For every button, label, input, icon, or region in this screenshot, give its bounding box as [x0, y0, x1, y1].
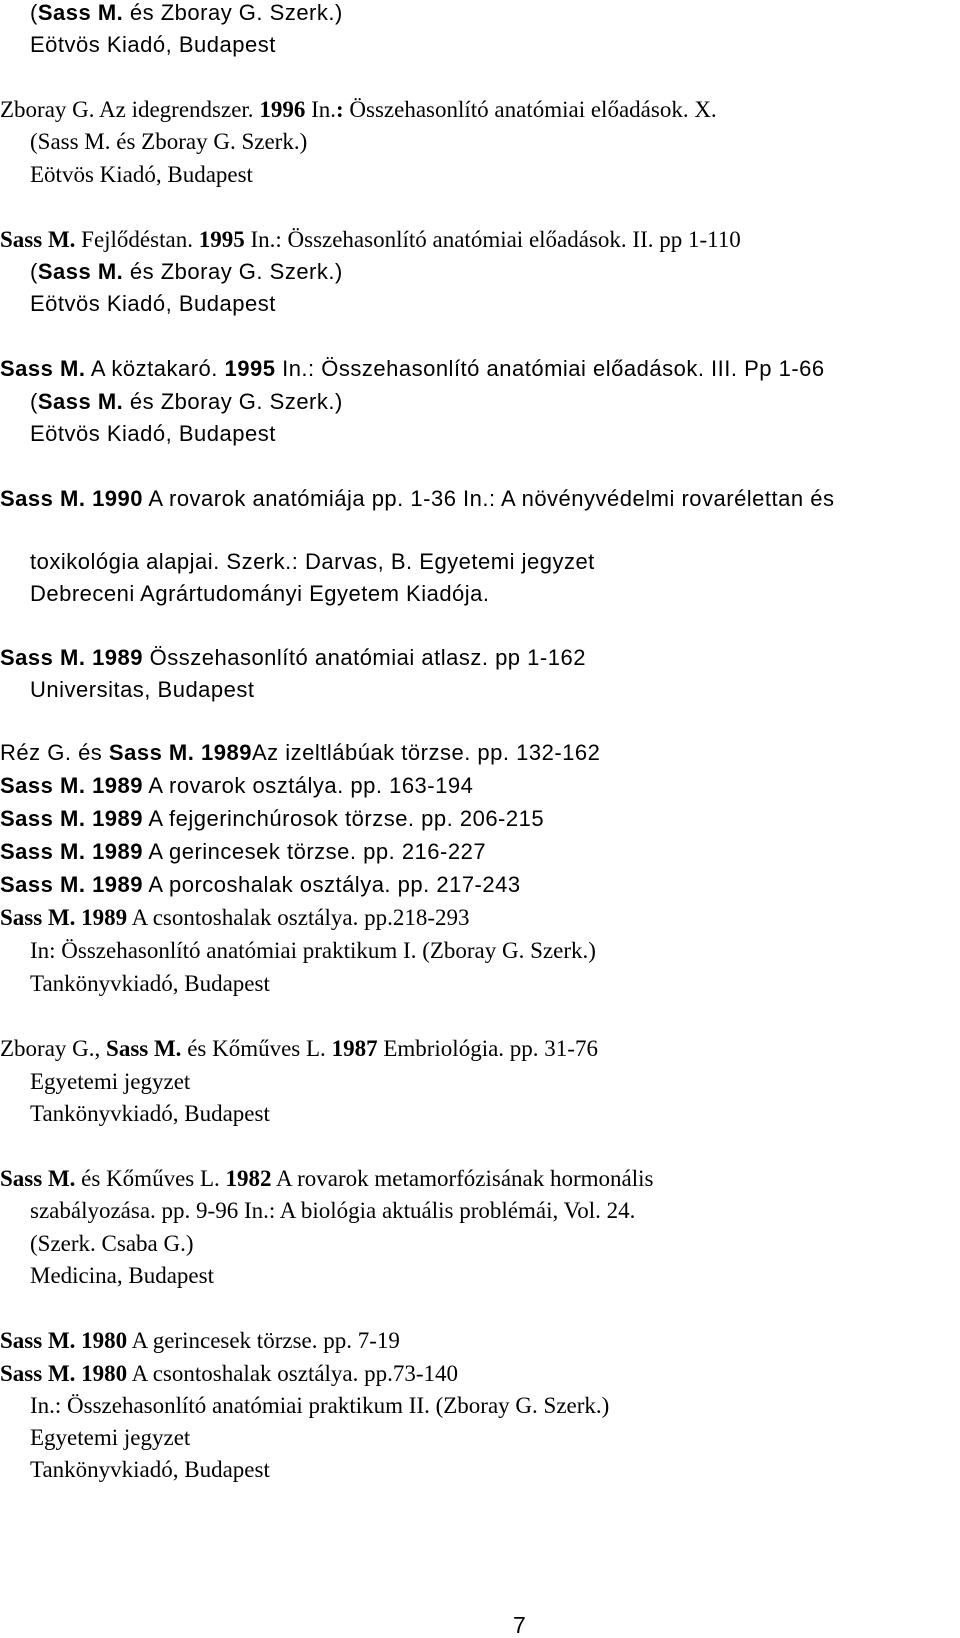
reference-line [30, 291, 276, 317]
bold-text-segment: 1989 [92, 806, 144, 831]
text-segment: Eötvös Kiadó, Budapest [30, 162, 253, 187]
reference-line [30, 677, 255, 703]
text-segment: Tankönyvkiadó, Budapest [30, 1101, 270, 1126]
text-segment: és Zboray G. Szerk.) [123, 389, 343, 414]
text-segment: és Zboray G. Szerk.) [123, 259, 343, 284]
bold-text-segment: Sass M. [0, 839, 86, 864]
bold-text-segment: 1989 [92, 773, 144, 798]
text-segment: Zboray G. Az idegrendszer. [0, 97, 260, 122]
reference-line [30, 1263, 214, 1289]
text-segment: Tankönyvkiadó, Budapest [30, 971, 270, 996]
text-segment: ( [30, 0, 38, 25]
text-segment: In.: Összehasonlító anatómiai előadások. II. pp 1-110 [244, 227, 741, 252]
text-segment: Összehasonlító anatómiai előadások. X. [343, 97, 717, 122]
reference-line [30, 1101, 270, 1127]
reference-line [0, 872, 521, 898]
bold-text-segment: 1989 [92, 872, 144, 897]
text-segment: Egyetemi jegyzet [30, 1069, 191, 1094]
text-segment: szabályozása. pp. 9-96 In.: A biológia aktuális problémái, Vol. 24. [30, 1198, 636, 1223]
bold-text-segment: 1987 [331, 1036, 378, 1061]
bold-text-segment: Sass M. [0, 905, 76, 930]
reference-line [30, 129, 307, 155]
text-segment: Összehasonlító anatómiai atlasz. pp 1-162 [143, 645, 586, 670]
bold-text-segment: 1989 [92, 645, 144, 670]
text-segment: Tankönyvkiadó, Budapest [30, 1457, 270, 1482]
bold-text-segment: Sass M. [0, 1166, 76, 1191]
text-segment: Debreceni Agrártudományi Egyetem Kiadója. [30, 581, 490, 606]
bold-text-segment: 1989 [200, 740, 252, 765]
bold-text-segment: Sass M. [37, 0, 124, 25]
text-segment: A rovarok metamorfózisának hormonális [271, 1166, 654, 1191]
bold-text-segment: Sass M. [0, 486, 86, 511]
bold-text-segment: 1982 [225, 1166, 272, 1191]
reference-line [30, 259, 343, 285]
bold-text-segment: 1996 [259, 97, 306, 122]
reference-line [30, 1231, 194, 1257]
text-segment: Medicina, Budapest [30, 1263, 214, 1288]
reference-line [0, 356, 825, 382]
reference-line [30, 1069, 190, 1095]
bold-text-segment: Sass M. [0, 872, 86, 897]
text-segment: A rovarok osztálya. pp. 163-194 [143, 773, 474, 798]
reference-line [0, 486, 834, 512]
text-segment: In. [305, 97, 336, 122]
text-segment: Egyetemi jegyzet [30, 1425, 191, 1450]
bold-text-segment: Sass M. [0, 227, 76, 252]
text-segment: A csontoshalak osztálya. pp.218-293 [127, 905, 470, 930]
text-segment: In.: Összehasonlító anatómiai praktikum II. (Zboray G. Szerk.) [30, 1393, 610, 1418]
text-segment: Eötvös Kiadó, Budapest [30, 421, 276, 446]
text-segment: A köztakaró. [85, 356, 225, 381]
reference-line [30, 938, 596, 964]
page-number: 7 [513, 1612, 526, 1638]
reference-line [30, 162, 253, 188]
text-segment: (Szerk. Csaba G.) [30, 1231, 194, 1256]
reference-line [30, 1457, 270, 1483]
text-segment: Eötvös Kiadó, Budapest [30, 32, 276, 57]
reference-line [30, 1425, 190, 1451]
bold-text-segment: Sass M. [108, 740, 195, 765]
bold-text-segment: 1995 [198, 227, 245, 252]
reference-line [0, 1328, 400, 1354]
reference-line [30, 971, 270, 997]
text-segment: A gerincesek törzse. pp. 216-227 [143, 839, 487, 864]
text-segment [194, 740, 201, 765]
reference-line [30, 1198, 635, 1224]
text-segment: ( [30, 259, 38, 284]
text-segment: Eötvös Kiadó, Budapest [30, 291, 276, 316]
reference-line [0, 1361, 458, 1387]
text-segment: A porcoshalak osztálya. pp. 217-243 [143, 872, 521, 897]
bold-text-segment: 1990 [92, 486, 144, 511]
reference-line [30, 421, 276, 447]
bold-text-segment: 1995 [224, 356, 276, 381]
reference-line [30, 549, 595, 575]
bold-text-segment: 1989 [81, 905, 128, 930]
reference-line [0, 806, 544, 832]
text-segment: ( [30, 389, 38, 414]
reference-line [30, 0, 343, 26]
text-segment: és Kőműves L. [181, 1036, 332, 1061]
bold-text-segment: Sass M. [0, 1328, 76, 1353]
text-segment: A gerincesek törzse. pp. 7-19 [127, 1328, 400, 1353]
text-segment: és Zboray G. Szerk.) [123, 0, 343, 25]
text-segment: toxikológia alapjai. Szerk.: Darvas, B. Egyetemi jegyzet [30, 549, 595, 574]
reference-line [30, 1393, 609, 1419]
text-segment: A fejgerinchúrosok törzse. pp. 206-215 [143, 806, 545, 831]
bold-text-segment: 1980 [81, 1361, 128, 1386]
bold-text-segment: Sass M. [0, 806, 86, 831]
text-segment: A rovarok anatómiája pp. 1-36 In.: A növényvédelmi rovarélettan és [143, 486, 835, 511]
text-segment: és Kőműves L. [75, 1166, 226, 1191]
reference-line [0, 645, 586, 671]
bold-text-segment: Sass M. [0, 645, 86, 670]
reference-line [0, 773, 473, 799]
text-segment: Zboray G., [0, 1036, 107, 1061]
text-segment: In: Összehasonlító anatómiai praktikum I. (Zboray G. Szerk.) [30, 938, 596, 963]
reference-line [0, 1036, 598, 1062]
reference-line [0, 905, 470, 931]
bold-text-segment: Sass M. [0, 1361, 76, 1386]
bold-text-segment: Sass M. [37, 389, 124, 414]
bold-text-segment: 1980 [81, 1328, 128, 1353]
reference-line [0, 1166, 654, 1192]
text-segment: Fejlődéstan. [75, 227, 199, 252]
bold-text-segment: Sass M. [0, 773, 86, 798]
text-segment: Universitas, Budapest [30, 677, 255, 702]
bold-text-segment: : [335, 97, 344, 122]
reference-line [30, 389, 343, 415]
text-segment: (Sass M. és Zboray G. Szerk.) [30, 129, 308, 154]
text-segment: In.: Összehasonlító anatómiai előadások. III. Pp 1-66 [275, 356, 825, 381]
reference-line [0, 740, 600, 766]
text-segment: Az izeltlábúak törzse. pp. 132-162 [251, 740, 601, 765]
text-segment: Embriológia. pp. 31-76 [377, 1036, 598, 1061]
reference-line [0, 227, 741, 253]
reference-line [30, 581, 490, 607]
reference-line [0, 839, 486, 865]
bold-text-segment: Sass M. [37, 259, 124, 284]
reference-line [0, 97, 717, 123]
text-segment: Réz G. és [0, 740, 109, 765]
bold-text-segment: Sass M. [106, 1036, 182, 1061]
text-segment: A csontoshalak osztálya. pp.73-140 [127, 1361, 459, 1386]
bold-text-segment: 1989 [92, 839, 144, 864]
reference-line [30, 32, 276, 58]
bold-text-segment: Sass M. [0, 356, 86, 381]
